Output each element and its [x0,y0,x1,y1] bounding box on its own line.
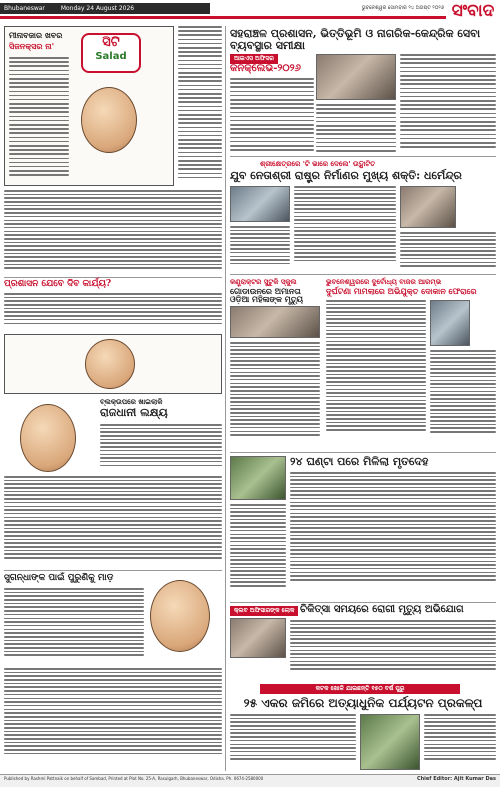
fourth-body-text-2 [430,350,496,450]
headline-deadbody[interactable]: ୨୪ ଘଣ୍ଟା ପରେ ମିଳିଲା ମୃତଦେହ [290,455,429,468]
masthead-rule [0,16,446,19]
cartoon-man [85,339,135,389]
divider [230,602,496,603]
divider [230,452,496,453]
divider [230,274,496,275]
left-body-text-2 [4,293,222,331]
left-body-text-3 [4,476,222,568]
kicker-contractor: କଣ୍ଟ୍ରାକ୍ଟର ସୁଟୁକି ସ୍କୁଲ [230,278,297,286]
headline-capital[interactable]: ରାଜଧାନୀ ଲକ୍ଷ୍ୟ [100,406,168,419]
date-label: Monday 24 August 2026 [60,5,135,12]
second-body-text-2 [230,226,290,272]
bottom-body-text [230,714,356,770]
imprint-text: Published by Rashmi Pattnaik on behalf of Sambad, Printed at Plot No. 25-A, Rasulgarh, Bhubaneswar, Odisha. Ph. 0674-2580000 [4,776,264,781]
local-date-label: ଭୁବନେଶ୍ୱର ସୋମବାର ୨୪ ଅଗଷ୍ଟ ୨୦୨୬ [318,3,448,14]
kicker-srikhetra: ଶ୍ରୀକ୍ଷେତ୍ରରେ 'ଟି ଭାରେ ଦେଲେ' ଉଦ୍ଘାଟିତ [260,160,376,168]
bottom-body-text-2 [424,714,496,770]
masthead-dateline [0,3,210,14]
cartoon-face [81,87,137,153]
event-photo[interactable] [230,186,290,222]
city-salad-badge [81,33,141,73]
pradhan-photo[interactable] [400,186,456,228]
left-body-text-5 [4,588,144,668]
fifth-body-text [230,504,286,600]
chief-editor: Chief Editor: Ajit Kumar Das [416,776,496,782]
godown-photo[interactable] [230,306,320,338]
lead-subhead: କନକ୍ଲେଭ-୨୦୨୬ [230,63,301,74]
lead-body-text [400,54,496,154]
fourth-body-text [326,300,426,450]
divider [4,570,222,571]
column-rule [225,26,226,771]
city-label: ସିଟି [102,35,120,50]
kicker-block: ବ୍ଲକ୍‌ଉପରେ ଖାଇଲାକି [100,398,163,406]
deadbody-photo[interactable] [230,456,286,500]
newspaper-logo[interactable]: ସଂବାଦ [446,0,500,22]
officer-photo[interactable] [430,300,470,346]
lead-body-text-2 [230,78,314,154]
lead-photo[interactable] [316,54,396,100]
lead-body-text-3 [316,104,396,154]
edition-label: Bhubaneswar [4,5,45,12]
left-body-text-6 [4,668,222,768]
salad-label: Salad [95,51,127,62]
left-body-text-1 [4,190,222,275]
sixth-body-text [290,620,496,682]
headline-accident[interactable]: ଦୁର୍ଘଟଣା ମାମଲାରେ ଅଭିଯୁକ୍ତ ଦୋକାନ ଫେରାରେ [326,286,477,296]
lead-tag: ଆଇଏସ ଅଫିସର [230,54,278,64]
headline-prashasan[interactable]: ପ୍ରଶାସନ ଯେବେ ଦିବ କାର୍ଯ୍ୟ? [4,279,112,289]
column-subtitle: ସିଜନକ୍ସର ନା' [9,42,55,51]
tourism-photo[interactable] [360,714,420,770]
cartoon-police [150,580,210,652]
hospital-photo[interactable] [230,618,286,658]
left-body-text-4 [100,424,222,474]
lead-headline[interactable]: ସହରାଞ୍ଚଳ ପ୍ରଶାସନ, ଭିତ୍ତିଭୂମି ଓ ନାଗରିକ-କେନ୍ଦ୍ରିକ ସେବା ବ୍ୟବସ୍ଥାର ସମୀକ୍ଷା [230,27,481,52]
kicker-bhubaneswar: ଭୁବନେଶ୍ୱରରେ ଦୁର୍ବୋଧ୍ୟ ବାଜର ଆରମ୍ଭ [326,278,442,286]
second-body-text-3 [400,232,496,272]
cartoon-eater [20,404,76,472]
third-body-text [230,342,320,450]
city-salad-cartoon [4,26,174,186]
headline-youth[interactable]: ଯୁବ ନେତାଶ୍ରୀ ରାଷ୍ଟ୍ର ନିର୍ମାଣର ମୁଖ୍ୟ ଶକ୍ତି: ଧର୍ମେନ୍ଦ୍ର [230,169,462,182]
column-title: ମୀନାବଜାର ଖବର [9,31,63,40]
headline-godown[interactable]: ଗୋଡାଉନରେ ଅମାନତା ଓଡ଼ିଆ ମହିଳାଙ୍କ ମୃତ୍ୟୁ [230,286,304,305]
cartoon-text [9,57,69,182]
imprint-footer [0,774,500,787]
divider [230,156,496,157]
man-cartoon [4,334,222,394]
divider [4,277,222,278]
headline-sugandha[interactable]: ସୁଗନ୍ଧାଙ୍କ ପାଇଁ ପୁରୁଣିକୁ ମାଡ଼ [4,573,114,583]
cartoon-side-text [178,26,222,186]
bottom-kicker-banner: କଟକ ଖୋଳି ଯାଇଛନ୍ତି ୧୫୦ ବର୍ଷ ପୁରୁ [260,684,460,694]
headline-patient[interactable]: ଚିକିତ୍ସା ସମୟରେ ରୋଗୀ ମୃତ୍ୟୁ ଅଭିଯୋଗ [300,604,464,615]
kicker-club: କ୍ଲବ ଅଫିସାରଙ୍କ ଲୋକ [230,606,298,616]
headline-tourism[interactable]: ୨୫ ଏକର ଜମିରେ ଅତ୍ୟାଧୁନିକ ପର୍ଯ୍ୟଟନ ପ୍ରକଳ୍ପ [243,696,483,710]
fifth-body-text-2 [290,472,496,600]
masthead [0,0,500,24]
second-body-text [294,186,396,272]
